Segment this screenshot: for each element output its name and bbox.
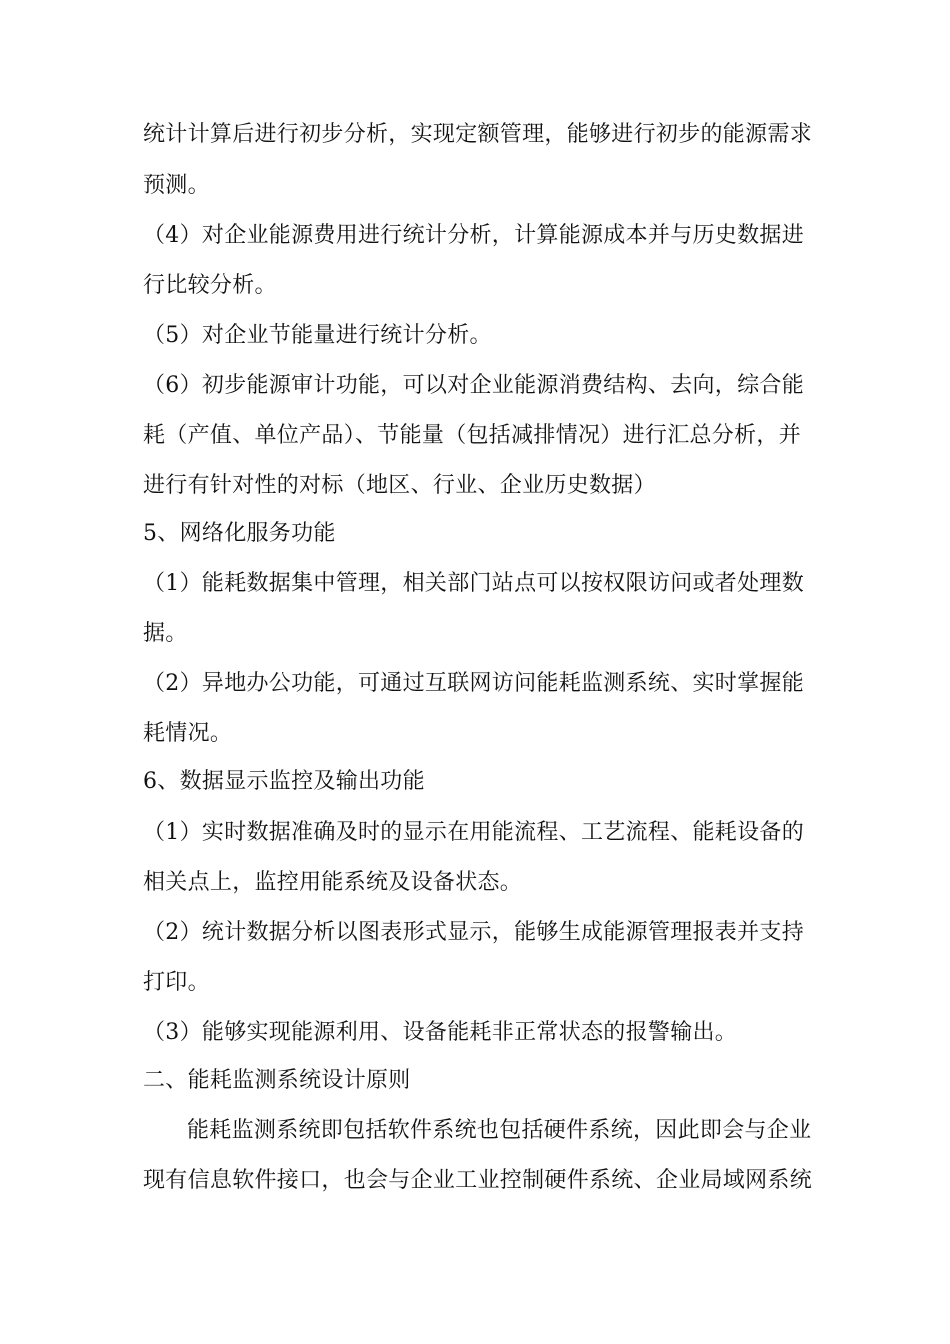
paragraph-line: 统计计算后进行初步分析，实现定额管理，能够进行初步的能源需求	[143, 122, 813, 147]
list-item-line: （4）对企业能源费用进行统计分析，计算能源成本并与历史数据进	[143, 223, 804, 248]
list-item-line: 进行有针对性的对标（地区、行业、企业历史数据）	[143, 473, 656, 498]
paragraph-line: 现有信息软件接口，也会与企业工业控制硬件系统、企业局域网系统	[143, 1168, 813, 1193]
list-item-line: （1）能耗数据集中管理，相关部门站点可以按权限访问或者处理数	[143, 571, 804, 596]
list-item-line: 据。	[143, 621, 188, 646]
list-item-line: （6）初步能源审计功能，可以对企业能源消费结构、去向，综合能	[143, 373, 804, 398]
list-item-line: 相关点上，监控用能系统及设备状态。	[143, 870, 523, 895]
list-item-line: 耗情况。	[143, 721, 233, 746]
paragraph-line: 能耗监测系统即包括软件系统也包括硬件系统，因此即会与企业	[187, 1118, 812, 1143]
list-item-line: 耗（产值、单位产品）、节能量（包括减排情况）进行汇总分析，并	[143, 423, 802, 448]
list-item-line: （5）对企业节能量进行统计分析。	[143, 323, 492, 348]
list-item-line: （2）统计数据分析以图表形式显示，能够生成能源管理报表并支持	[143, 920, 804, 945]
paragraph-line: 预测。	[143, 173, 210, 198]
list-item-line: （3）能够实现能源利用、设备能耗非正常状态的报警输出。	[143, 1020, 738, 1045]
list-item-line: （1）实时数据准确及时的显示在用能流程、工艺流程、能耗设备的	[143, 820, 804, 845]
list-item-line: 行比较分析。	[143, 273, 277, 298]
section-heading: 5、网络化服务功能	[143, 521, 336, 546]
chapter-heading: 二、能耗监测系统设计原则	[143, 1068, 411, 1093]
section-heading: 6、数据显示监控及输出功能	[143, 769, 425, 794]
list-item-line: 打印。	[143, 970, 210, 995]
list-item-line: （2）异地办公功能，可通过互联网访问能耗监测系统、实时掌握能	[143, 671, 804, 696]
